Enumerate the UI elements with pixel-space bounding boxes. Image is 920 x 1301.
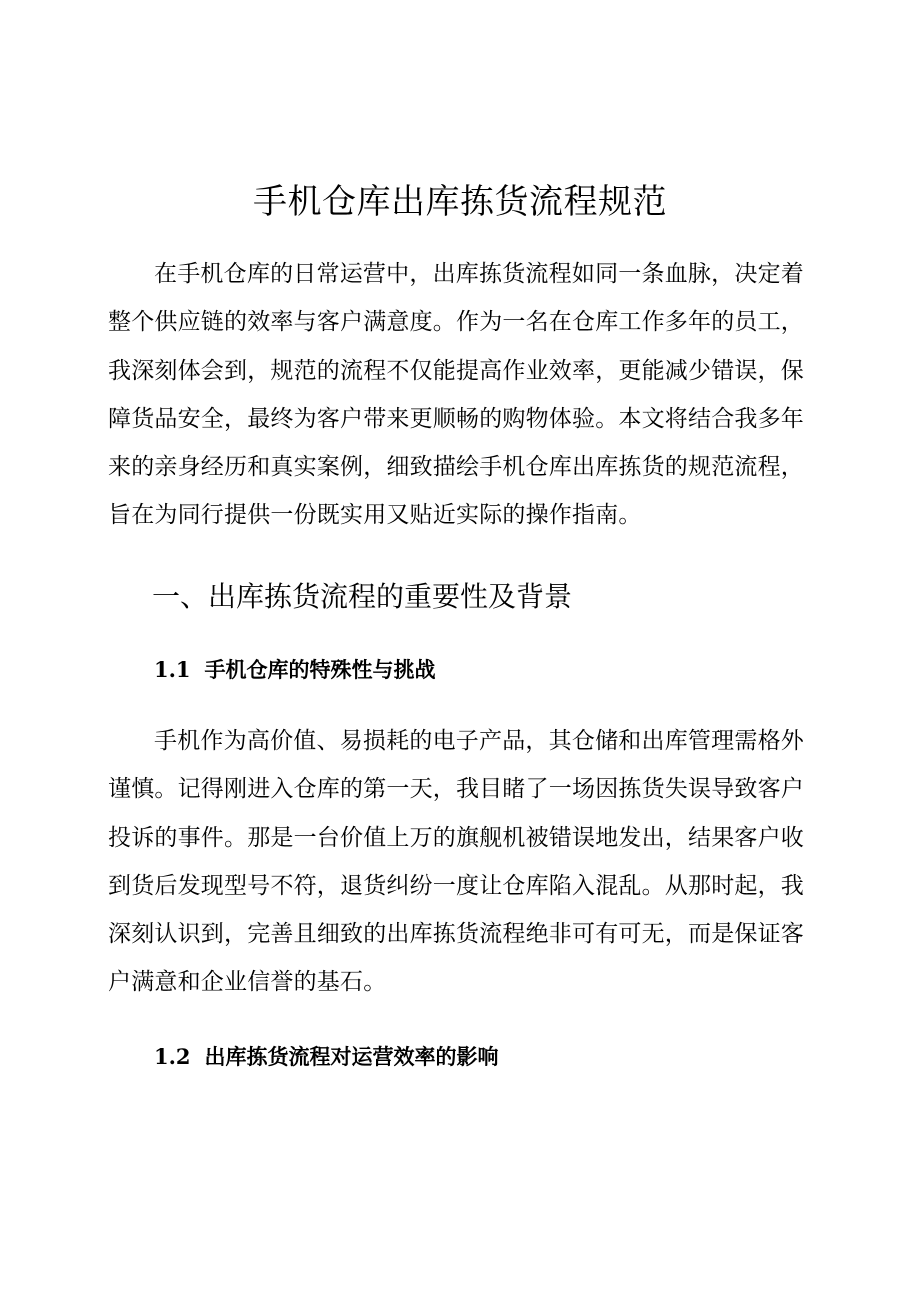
section-heading: 一、出库拣货流程的重要性及背景 xyxy=(152,580,573,613)
subsection-heading-1-1 xyxy=(154,654,436,686)
subsection-paragraph: 手机作为高价值、易损耗的电子产品，其仓储和出库管理需格外谨慎。记得刚进入仓库的第一天，我目睹了一场因拣货失误导致客户投诉的事件。那是一台价值上万的旗舰机被错误地发出，结果客户收到货后发现型号不符，退货纠纷一度让仓库陷入混乱。从那时起，我深刻认识到，完善且细致的出库拣货流程绝非可有可无，而是保证客户满意和企业信誉的基石。 xyxy=(108,728,804,996)
intro-paragraph: 在手机仓库的日常运营中，出库拣货流程如同一条血脉，决定着整个供应链的效率与客户满意度。作为一名在仓库工作多年的员工，我深刻体会到，规范的流程不仅能提高作业效率，更能减少错误，保障货品安全，最终为客户带来更顺畅的购物体验。本文将结合我多年来的亲身经历和真实案例，细致描绘手机仓库出库拣货的规范流程，旨在为同行提供一份既实用又贴近实际的操作指南。 xyxy=(108,261,804,529)
document-title: 手机仓库出库拣货流程规范 xyxy=(253,182,667,222)
subsection-heading-1-2 xyxy=(154,1041,499,1073)
subsection-number: 1.1 xyxy=(154,657,191,682)
subsection-title: 出库拣货流程对运营效率的影响 xyxy=(204,1044,499,1069)
subsection-number: 1.2 xyxy=(154,1044,191,1069)
subsection-title: 手机仓库的特殊性与挑战 xyxy=(204,657,436,682)
